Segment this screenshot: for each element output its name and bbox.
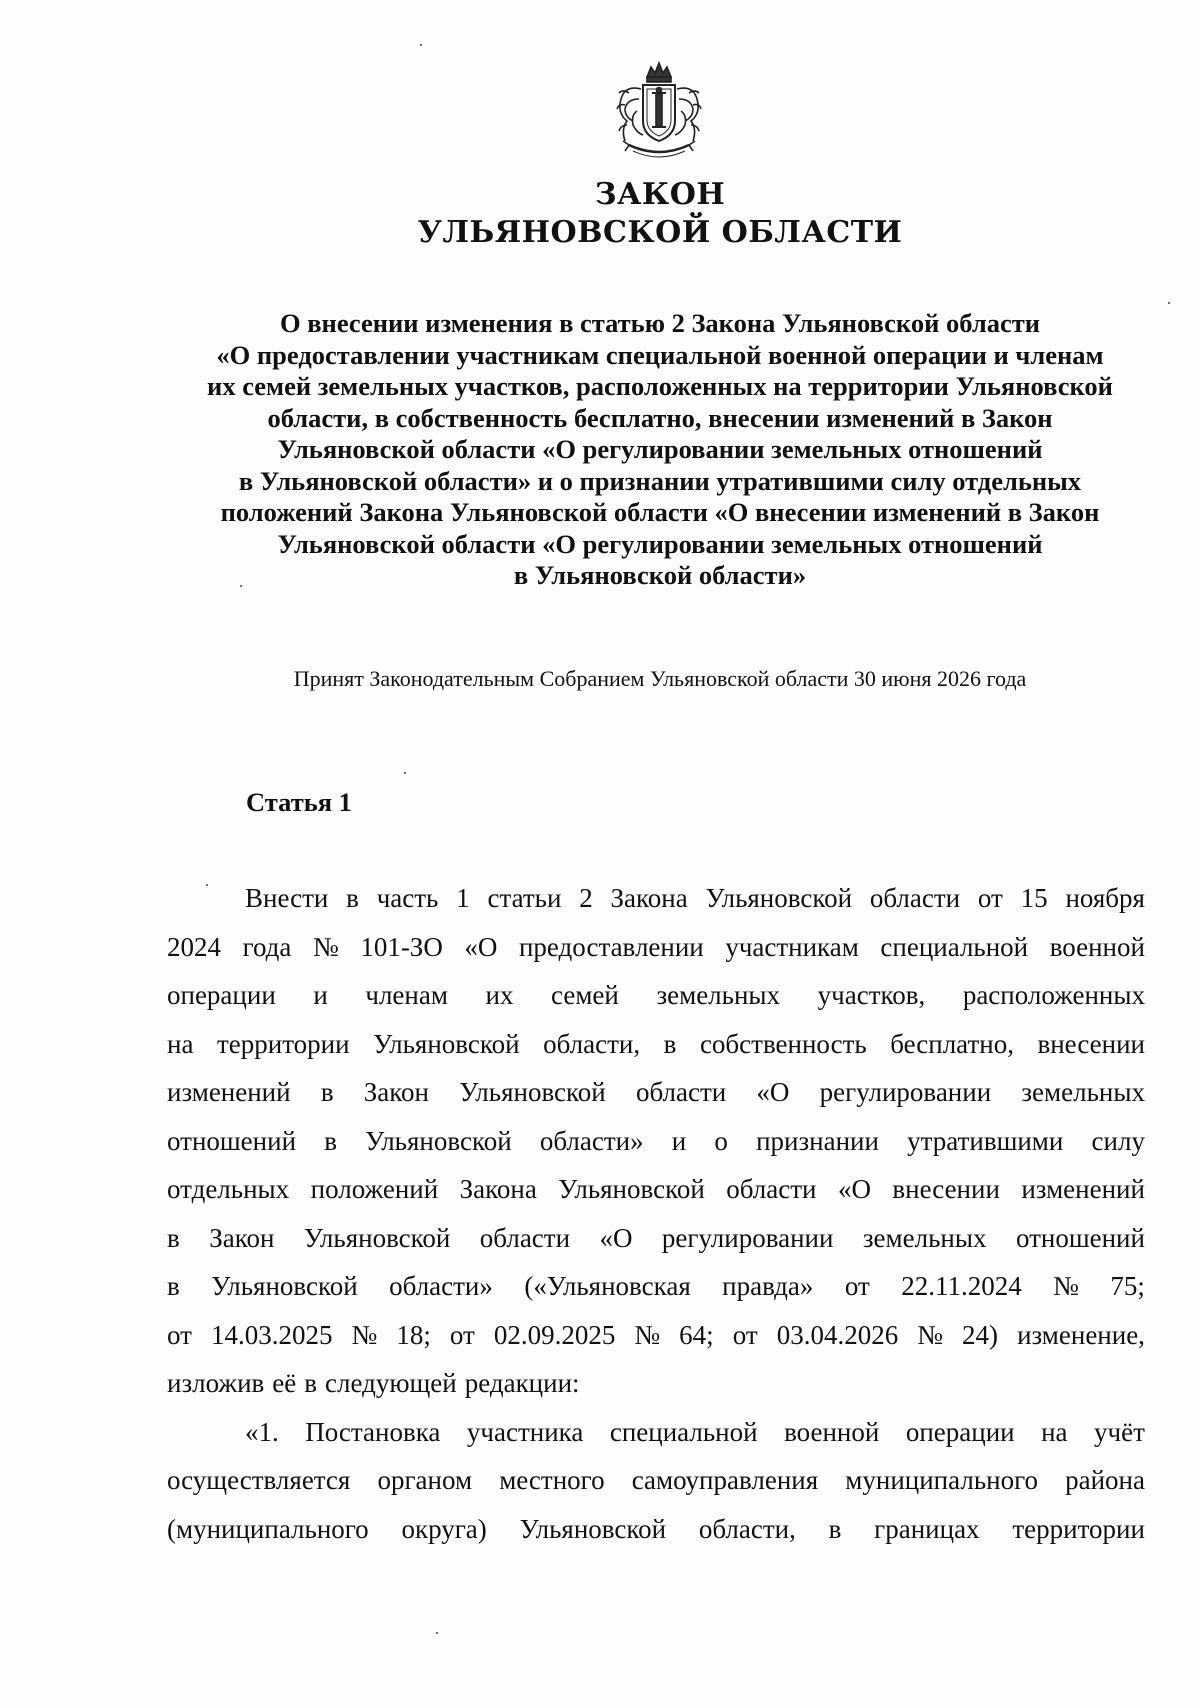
article-line bbox=[167, 979, 1145, 1028]
word: осуществляется bbox=[167, 1465, 351, 1495]
word: области, bbox=[698, 1513, 796, 1544]
article-line bbox=[167, 931, 1145, 980]
word: (муниципального bbox=[167, 1513, 369, 1544]
word: «О bbox=[837, 1174, 871, 1204]
article-line bbox=[167, 882, 1145, 931]
word: в bbox=[324, 1125, 337, 1156]
word: положений bbox=[310, 1174, 439, 1204]
word: № bbox=[917, 1319, 943, 1350]
word: военной bbox=[784, 1416, 880, 1447]
word: 15 bbox=[1020, 883, 1048, 913]
subject-line: О внесении изменения в статью 2 Закона Ульяновской области bbox=[280, 308, 1040, 338]
word: силу bbox=[1091, 1125, 1145, 1156]
word: на bbox=[1041, 1416, 1068, 1447]
word: участков, bbox=[817, 980, 926, 1010]
word: учёт bbox=[1094, 1416, 1145, 1447]
article-body bbox=[167, 882, 1145, 1561]
article-line bbox=[167, 1222, 1145, 1271]
word: 22.11.2024 bbox=[901, 1271, 1022, 1301]
word: года bbox=[242, 931, 292, 962]
word: района bbox=[1065, 1465, 1145, 1495]
subject-line: Ульяновской области «О регулировании земельных отношений bbox=[277, 434, 1043, 464]
word: и bbox=[313, 980, 328, 1010]
word: внесении bbox=[892, 1174, 1000, 1204]
word: изменение, bbox=[1017, 1319, 1145, 1350]
law-title bbox=[0, 176, 1200, 252]
word: № bbox=[634, 1319, 661, 1350]
word: 2 bbox=[579, 883, 593, 913]
word: Постановка bbox=[305, 1416, 441, 1447]
word: области, bbox=[543, 1028, 641, 1059]
word: № bbox=[351, 1319, 378, 1350]
word: от bbox=[844, 1271, 870, 1301]
word: утратившими bbox=[907, 1125, 1064, 1156]
word: следующей bbox=[325, 1368, 457, 1398]
word: («Ульяновская bbox=[524, 1271, 691, 1301]
word: ноября bbox=[1065, 883, 1145, 913]
word: 02.09.2025 bbox=[493, 1319, 616, 1350]
word: «О bbox=[599, 1222, 633, 1253]
article-line bbox=[167, 1513, 1145, 1562]
word: статьи bbox=[487, 883, 562, 913]
word: Закон bbox=[363, 1077, 429, 1107]
word: их bbox=[485, 980, 514, 1010]
word: области» bbox=[539, 1125, 644, 1156]
word: признании bbox=[756, 1125, 879, 1156]
word: на bbox=[167, 1028, 194, 1059]
word: от bbox=[732, 1319, 758, 1350]
word: операции bbox=[167, 980, 276, 1010]
article-line bbox=[167, 1125, 1145, 1174]
word: изменений bbox=[1021, 1174, 1145, 1204]
word: области bbox=[635, 1077, 727, 1107]
word: внесении bbox=[1037, 1028, 1145, 1059]
coat-of-arms-icon bbox=[603, 55, 715, 167]
word: 03.04.2026 bbox=[776, 1319, 899, 1350]
word: местного bbox=[499, 1465, 605, 1495]
word: земельных bbox=[656, 980, 781, 1010]
word: Ульяновской bbox=[373, 1028, 520, 1059]
scan-speck bbox=[1168, 302, 1170, 304]
article-line bbox=[167, 1270, 1145, 1319]
word: Ульяновской bbox=[365, 1125, 512, 1156]
word: области bbox=[869, 883, 961, 913]
word: области bbox=[726, 1174, 817, 1204]
subject-line: «О предоставлении участникам специальной военной операции и членам bbox=[216, 339, 1104, 370]
word: № bbox=[312, 931, 339, 962]
word: правда» bbox=[722, 1271, 814, 1301]
word: военной bbox=[1049, 931, 1145, 962]
word: 101-ЗО bbox=[360, 931, 443, 962]
word: в bbox=[304, 1368, 317, 1398]
scan-speck bbox=[436, 1632, 438, 1634]
word: её bbox=[272, 1368, 297, 1398]
scan-speck bbox=[404, 772, 406, 774]
word: Закона bbox=[610, 883, 688, 913]
article-line bbox=[167, 1464, 1145, 1513]
article-line bbox=[167, 1076, 1145, 1125]
subject-line: в Ульяновской области» bbox=[513, 560, 807, 590]
word: в bbox=[320, 1077, 334, 1107]
scan-speck bbox=[206, 884, 208, 886]
subject-line: Ульяновской области «О регулировании земельных отношений bbox=[277, 528, 1043, 559]
word: отдельных bbox=[167, 1174, 290, 1204]
word: членам bbox=[365, 980, 448, 1010]
word: изменений bbox=[167, 1077, 291, 1107]
word: земельных bbox=[1021, 1077, 1145, 1107]
word: участникам bbox=[725, 931, 859, 962]
word: самоуправления bbox=[631, 1465, 819, 1495]
word: специальной bbox=[609, 1416, 758, 1447]
word: муниципального bbox=[845, 1465, 1038, 1495]
law-title-line1: ЗАКОН bbox=[594, 177, 726, 212]
word: собственность bbox=[699, 1028, 867, 1059]
article-line bbox=[167, 1416, 1145, 1465]
word: Ульяновской bbox=[558, 1174, 705, 1204]
word: «1. bbox=[245, 1416, 279, 1447]
word: «О bbox=[464, 931, 498, 962]
word: бесплатно, bbox=[890, 1028, 1014, 1059]
word: участника bbox=[466, 1416, 584, 1447]
word: округа) bbox=[401, 1513, 487, 1544]
word: 64; bbox=[679, 1319, 714, 1350]
word: «О bbox=[756, 1077, 790, 1107]
word: Внести bbox=[245, 883, 329, 913]
scan-speck bbox=[240, 585, 242, 587]
word: 75; bbox=[1110, 1271, 1145, 1301]
word: изложив bbox=[167, 1368, 265, 1398]
law-subject bbox=[160, 308, 1160, 592]
word: 24) bbox=[962, 1319, 999, 1350]
word: 14.03.2025 bbox=[210, 1319, 333, 1350]
word: земельных bbox=[862, 1222, 987, 1253]
word: редакции: bbox=[464, 1368, 580, 1398]
law-title-line2: УЛЬЯНОВСКОЙ ОБЛАСТИ bbox=[417, 215, 903, 250]
word: отношений bbox=[167, 1125, 297, 1156]
word: № bbox=[1053, 1271, 1079, 1301]
word: области» bbox=[389, 1271, 493, 1301]
word: от bbox=[449, 1319, 475, 1350]
word: семей bbox=[551, 980, 619, 1010]
word: о bbox=[714, 1125, 728, 1156]
word: территории bbox=[216, 1028, 350, 1059]
word: границах bbox=[874, 1513, 980, 1544]
subject-line: области, в собственность бесплатно, внесении изменений в Закон bbox=[267, 402, 1053, 433]
word: отношений bbox=[1015, 1222, 1145, 1253]
word: в bbox=[663, 1028, 677, 1059]
word: операции bbox=[905, 1416, 1015, 1447]
subject-line: положений Закона Ульяновской области «О внесении изменений в Закон bbox=[220, 497, 1100, 527]
word: территории bbox=[1012, 1513, 1145, 1544]
word: в bbox=[167, 1271, 180, 1301]
word: в bbox=[346, 883, 359, 913]
word: Ульяновской bbox=[211, 1271, 358, 1301]
word: расположенных bbox=[962, 980, 1145, 1010]
word: 18; bbox=[396, 1319, 431, 1350]
article-line bbox=[167, 1173, 1145, 1222]
subject-line: в Ульяновской области» и о признании утратившими силу отдельных bbox=[238, 465, 1082, 496]
word: органом bbox=[377, 1465, 473, 1495]
word: регулировании bbox=[661, 1222, 834, 1253]
scan-speck bbox=[420, 44, 422, 46]
word: 2024 bbox=[167, 931, 221, 962]
word: 1 bbox=[456, 883, 470, 913]
word: Ульяновской bbox=[519, 1513, 667, 1544]
word: предоставлении bbox=[518, 931, 704, 962]
word: в bbox=[828, 1513, 842, 1544]
word: часть bbox=[376, 883, 439, 913]
article-line bbox=[167, 1319, 1145, 1368]
word: от bbox=[167, 1319, 192, 1350]
subject-line: их семей земельных участков, расположенных на территории Ульяновской bbox=[207, 371, 1113, 401]
word: регулировании bbox=[819, 1077, 992, 1107]
word: Ульяновской bbox=[459, 1077, 606, 1107]
word: в bbox=[167, 1222, 180, 1253]
article-line bbox=[167, 1028, 1145, 1077]
word: Ульяновской bbox=[705, 883, 853, 913]
word: от bbox=[977, 883, 1003, 913]
word: Закон bbox=[209, 1222, 275, 1253]
adoption-note: Принят Законодательным Собранием Ульяновской области 30 июня 2026 года bbox=[293, 666, 1027, 691]
word: области bbox=[479, 1222, 571, 1253]
word: Ульяновской bbox=[303, 1222, 451, 1253]
word: и bbox=[671, 1125, 687, 1156]
article-line bbox=[167, 1367, 1145, 1416]
word: Закона bbox=[459, 1174, 537, 1204]
word: специальной bbox=[880, 931, 1029, 962]
article-heading: Статья 1 bbox=[246, 787, 352, 817]
